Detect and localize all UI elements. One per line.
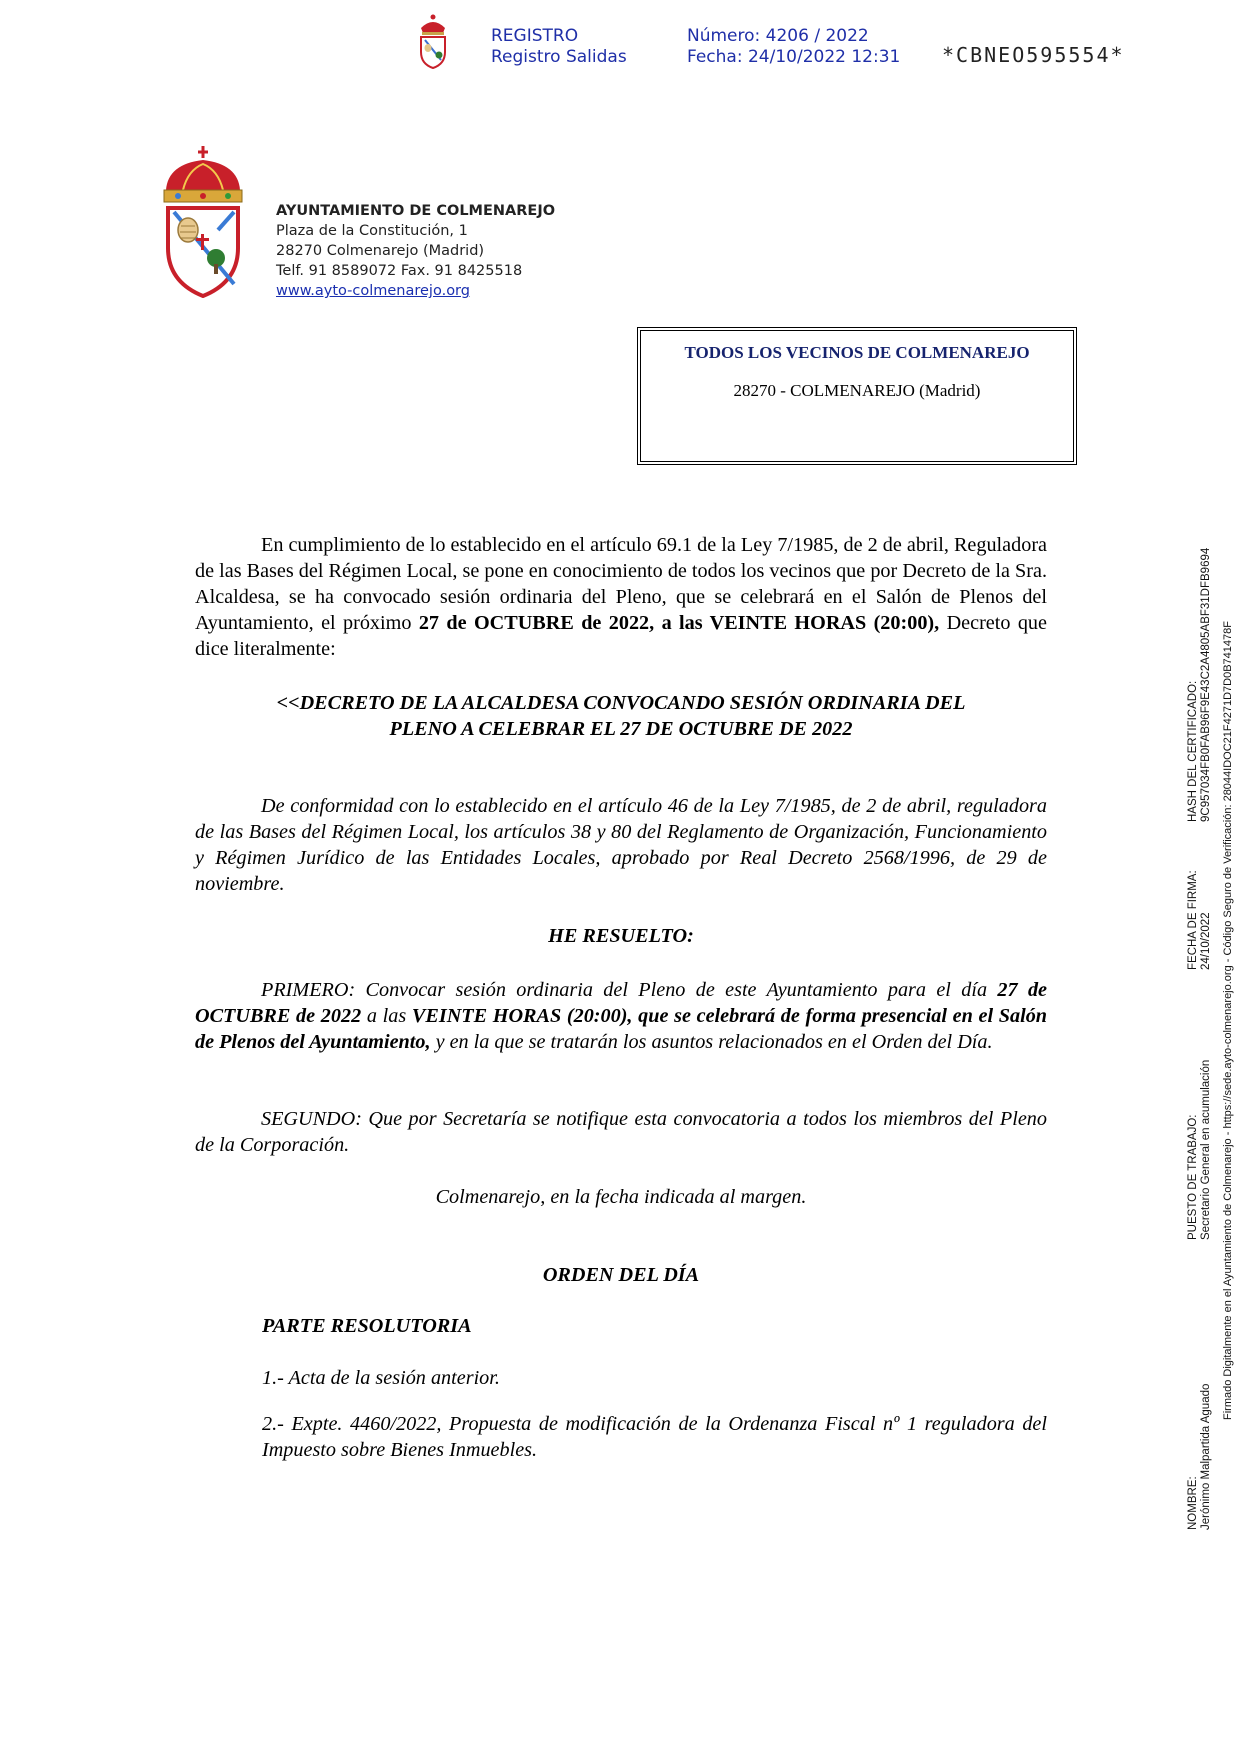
addressee-box <box>637 327 1077 465</box>
intro-text-end: Decreto que dice literalmente: <box>195 612 1047 660</box>
signature-date-block <box>1187 870 1213 970</box>
agenda-item-2: 2.- Expte. 4460/2022, Propuesta de modificación de la Ordenanza Fiscal nº 1 reguladora del Impuesto sobre Bienes Inmuebles. <box>262 1413 1047 1461</box>
registry-number: Número: 4206 / 2022 <box>687 26 869 46</box>
certificate-hash-label: HASH DEL CERTIFICADO: <box>1187 680 1199 822</box>
first-text: PRIMERO: Convocar sesión ordinaria del Pleno de este Ayuntamiento para el día <box>261 979 998 1001</box>
signer-name-block <box>1187 1384 1213 1530</box>
agenda-part-heading: PARTE RESOLUTORIA <box>262 1315 472 1337</box>
decree-second-point: SEGUNDO: Que por Secretaría se notifique esta convocatoria a todos los miembros del Pleno de la Corporación. <box>195 1108 1047 1156</box>
organization-city: 28270 Colmenarejo (Madrid) <box>276 243 485 259</box>
registry-code: *CBNEO595554* <box>942 43 1125 67</box>
signer-post-label: PUESTO DE TRABAJO: <box>1187 1114 1199 1240</box>
organization-website-link[interactable]: www.ayto-colmenarejo.org <box>276 283 470 299</box>
coat-of-arms-logo <box>158 146 248 298</box>
certificate-hash-value: 9C957034FB0FAB96F9E43C2A4805ABF31DFB9694 <box>1200 547 1212 822</box>
registry-label: REGISTRO <box>491 26 579 46</box>
signature-date-value: 24/10/2022 <box>1200 912 1212 970</box>
certificate-hash-block <box>1187 548 1213 822</box>
digital-signature-footer: Firmado Digitalmente en el Ayuntamiento de Colmenarejo - https://sede.ayto-colmenarejo.org - Código Seguro de Verificación: 28044IDOC21F4271D7D0B741478F <box>1222 621 1234 1420</box>
signer-post-value: Secretario General en acumulación <box>1200 1059 1212 1240</box>
addressee-name: TODOS LOS VECINOS DE COLMENAREJO <box>684 343 1030 362</box>
intro-text: En cumplimiento de lo establecido en el artículo 69.1 de la Ley 7/1985, de 2 de abril, Reguladora de las Bases del Régimen Local, se pone en conocimiento de todos los vecinos que por Decreto de la Sra. Alcaldesa, se ha convocado sesión ordinaria del Pleno, que se celebrará en el Salón de Plenos del Ayuntamiento, el próximo <box>195 534 1047 634</box>
first-text-end: y en la que se tratarán los asuntos relacionados en el Orden del Día. <box>430 1031 993 1053</box>
first-date: 27 de OCTUBRE de 2022 <box>195 979 1047 1027</box>
organization-name: AYUNTAMIENTO DE COLMENAREJO <box>276 203 556 219</box>
first-time-place: VEINTE HORAS (20:00), que se celebrará de forma presencial en el Salón de Plenos del Ayuntamiento, <box>195 1005 1048 1053</box>
decree-preamble: De conformidad con lo establecido en el artículo 46 de la Ley 7/1985, de 2 de abril, reguladora de las Bases del Régimen Local, los artículos 38 y 80 del Reglamento de Organización, Funcionamiento y Régimen Jurídico de las Entidades Locales, aprobado por Real Decreto 2568/1996, de 29 de noviembre. <box>195 795 1047 895</box>
decree-title-line2: PLENO A CELEBRAR EL 27 DE OCTUBRE DE 2022 <box>389 718 853 740</box>
decree-title-line1: <<DECRETO DE LA ALCALDESA CONVOCANDO SESIÓN ORDINARIA DEL <box>276 692 966 714</box>
intro-paragraph <box>195 532 1047 662</box>
addressee-location: 28270 - COLMENAREJO (Madrid) <box>733 381 981 400</box>
signer-name-label: NOMBRE: <box>1187 1476 1199 1530</box>
signer-post-block <box>1187 1060 1213 1240</box>
agenda-item-1: 1.- Acta de la sesión anterior. <box>262 1367 500 1389</box>
registry-type: Registro Salidas <box>491 47 627 67</box>
small-coat-of-arms-logo <box>416 12 450 70</box>
organization-address: Plaza de la Constitución, 1 <box>276 223 468 239</box>
first-text-mid: a las <box>361 1005 412 1027</box>
decree-first-point <box>195 977 1047 1055</box>
signature-date-label: FECHA DE FIRMA: <box>1187 870 1199 970</box>
signer-name-value: Jerónimo Malpartida Aguado <box>1200 1383 1212 1530</box>
registry-date: Fecha: 24/10/2022 12:31 <box>687 47 901 67</box>
decree-resolved-heading: HE RESUELTO: <box>548 925 694 947</box>
decree-signoff: Colmenarejo, en la fecha indicada al margen. <box>435 1186 807 1208</box>
agenda-title: ORDEN DEL DÍA <box>542 1264 700 1286</box>
decree-title <box>195 690 1047 742</box>
intro-date-time: 27 de OCTUBRE de 2022, a las VEINTE HORAS (20:00), <box>418 612 940 634</box>
organization-phone: Telf. 91 8589072 Fax. 91 8425518 <box>276 263 523 279</box>
